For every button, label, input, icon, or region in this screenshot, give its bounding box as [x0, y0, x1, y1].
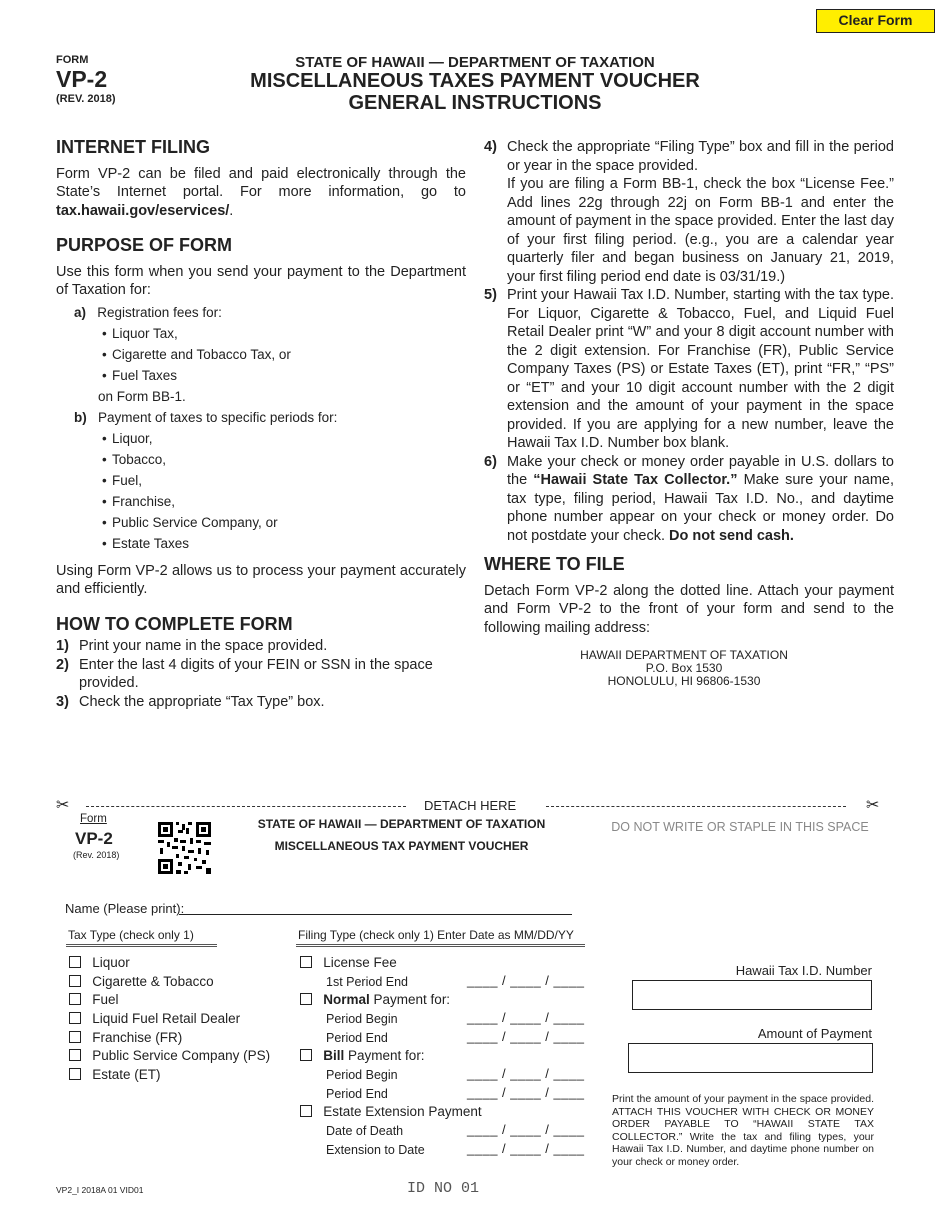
normal-period-begin-date[interactable]: ____ / ____ / ____ — [467, 1010, 585, 1025]
checkbox[interactable] — [300, 993, 312, 1005]
scissors-icon: ✂ — [56, 797, 70, 814]
name-field[interactable] — [179, 900, 572, 915]
step-4: 4) Check the appropriate “Filing Type” box and fill in the period or year in the space provided. If you are filing a Form BB-1, check the box “License Fee.” Add lines 22g through 22j on Form BB-1 and enter the amount of payment in the space provided. Enter the last day of your first filing period. (e.g., you are a calendar year quarterly filer and began business on January 21, 2019, your first filing period end date is 03/31/19.) — [484, 139, 894, 285]
bill-period-begin-label: Period Begin — [326, 1068, 398, 1082]
tax-id-input[interactable] — [632, 980, 872, 1010]
tax-type-fuel[interactable]: Fuel — [69, 992, 119, 1007]
page-subtitle: GENERAL INSTRUCTIONS — [348, 92, 602, 114]
eservices-link[interactable]: tax.hawaii.gov/eservices/ — [56, 202, 230, 219]
normal-period-begin-label: Period Begin — [326, 1012, 398, 1026]
checkbox[interactable] — [300, 1049, 312, 1061]
tax-type-heading: Tax Type (check only 1) — [66, 928, 217, 947]
filing-license-fee[interactable]: License Fee — [300, 955, 397, 970]
tax-type-liquor[interactable]: Liquor — [69, 955, 130, 970]
purpose-heading: PURPOSE OF FORM — [56, 235, 233, 255]
internet-text: Form VP-2 can be filed and paid electronically through the State’s Internet portal. For more information, go to tax.hawaii.gov/eservices/. — [56, 165, 466, 219]
filing-normal-payment[interactable]: Normal Payment for: — [300, 992, 450, 1007]
amount-input[interactable] — [628, 1043, 873, 1073]
how-step: 2) Enter the last 4 digits of your FEIN or SSN in the space provided. — [56, 656, 433, 691]
extension-to-date-label: Extension to Date — [326, 1143, 425, 1157]
form-label: FORM — [56, 54, 89, 66]
filing-bill-payment[interactable]: Bill Payment for: — [300, 1048, 425, 1063]
voucher-title: MISCELLANEOUS TAX PAYMENT VOUCHER — [274, 839, 529, 853]
list-item: • Cigarette and Tobacco Tax, or — [74, 344, 466, 365]
purpose-a-end: on Form BB-1. — [98, 388, 186, 404]
voucher-note: Print the amount of your payment in the space provided. ATTACH THIS VOUCHER WITH CHECK OR MONEY ORDER PAYABLE TO “HAWAII STATE TAX COLLECTOR.” Write the tax and filing types, your Hawaii Tax I.D. Number, and daytime phone number on your check or money order. — [612, 1093, 874, 1168]
extension-to-date-date[interactable]: ____ / ____ / ____ — [467, 1141, 585, 1156]
checkbox[interactable] — [69, 975, 81, 987]
tax-type-liquid-fuel[interactable]: Liquid Fuel Retail Dealer — [69, 1011, 240, 1026]
checkbox[interactable] — [69, 1068, 81, 1080]
step-5: 5) Print your Hawaii Tax I.D. Number, starting with the tax type. For Liquor, Cigarette & Tobacco, Fuel, and Liquid Fuel Retail Dealer print “W” and your 8 digit account number with the 2 digit extension. For Franchise (FR), Public Service Company Taxes (PS) or Estate Taxes (ET), print “FR,” “PS” or “ET” and your 10 digit account number with the 2 digit extension and the amount of your payment in the space provided. If you are applying for a new number, leave the Hawaii Tax I.D. Number box blank. — [484, 287, 894, 451]
right-column — [484, 138, 894, 688]
first-period-end-label: 1st Period End — [326, 975, 408, 989]
tax-type-franchise[interactable]: Franchise (FR) — [69, 1030, 182, 1045]
list-item: • Tobacco, — [74, 449, 466, 470]
checkbox[interactable] — [69, 1031, 81, 1043]
do-not-write-notice: DO NOT WRITE OR STAPLE IN THIS SPACE — [611, 820, 869, 834]
checkbox[interactable] — [69, 1049, 81, 1061]
list-item: • Estate Taxes — [74, 533, 466, 554]
scissors-icon: ✂ — [866, 797, 880, 814]
detach-label: DETACH HERE — [424, 798, 517, 813]
how-step: 3) Check the appropriate “Tax Type” box. — [56, 693, 325, 710]
voucher-form-number: VP-2 — [75, 829, 113, 848]
where-text: Detach Form VP-2 along the dotted line. Attach your payment and Form VP-2 to the front of your form and send to the following mailing address: — [484, 582, 894, 636]
list-item: • Liquor, — [74, 428, 466, 449]
agency-title: STATE OF HAWAII — DEPARTMENT OF TAXATION — [295, 54, 655, 71]
tax-type-cigarette[interactable]: Cigarette & Tobacco — [69, 974, 214, 989]
page-title: MISCELLANEOUS TAXES PAYMENT VOUCHER — [250, 70, 700, 92]
id-number: ID NO 01 — [407, 1180, 480, 1197]
purpose-b: b) Payment of taxes to specific periods for: — [74, 409, 338, 425]
detach-line — [56, 798, 886, 814]
list-item: • Liquor Tax, — [74, 323, 466, 344]
checkbox[interactable] — [69, 956, 81, 968]
checkbox[interactable] — [300, 1105, 312, 1117]
date-of-death-date[interactable]: ____ / ____ / ____ — [467, 1122, 585, 1137]
name-label: Name (Please print): — [65, 901, 185, 916]
voucher-agency: STATE OF HAWAII — DEPARTMENT OF TAXATION — [257, 817, 546, 831]
first-period-end-date[interactable]: ____ / ____ / ____ — [467, 973, 585, 988]
tax-id-label: Hawaii Tax I.D. Number — [735, 963, 872, 978]
how-step: 1) Print your name in the space provided. — [56, 638, 328, 654]
form-number: VP-2 — [56, 66, 108, 92]
purpose-intro: Use this form when you send your payment to the Department of Taxation for: — [56, 263, 466, 298]
mailing-address: HAWAII DEPARTMENT OF TAXATION P.O. Box 1530 HONOLULU, HI 96806-1530 — [580, 648, 788, 688]
voucher-revision: (Rev. 2018) — [73, 850, 120, 860]
form-revision: (REV. 2018) — [56, 93, 116, 105]
purpose-a: a) Registration fees for: — [74, 304, 222, 320]
checkbox[interactable] — [300, 956, 312, 968]
list-item: • Public Service Company, or — [74, 512, 466, 533]
checkbox[interactable] — [69, 1012, 81, 1024]
tax-type-estate[interactable]: Estate (ET) — [69, 1067, 161, 1082]
internet-heading: INTERNET FILING — [56, 137, 210, 157]
filing-estate-extension[interactable]: Estate Extension Payment — [300, 1104, 482, 1119]
list-item: • Franchise, — [74, 491, 466, 512]
step-6: 6) Make your check or money order payable in U.S. dollars to the “Hawaii State Tax Collector.” Make sure your name, tax type, filing period, Hawaii Tax I.D. No., and daytime phone number appear on your check or money order. Do not postdate your check. Do not send cash. — [484, 453, 895, 544]
filing-type-heading: Filing Type (check only 1) Enter Date as MM/DD/YY — [296, 928, 585, 947]
left-column — [56, 138, 466, 711]
normal-period-end-date[interactable]: ____ / ____ / ____ — [467, 1029, 585, 1044]
date-of-death-label: Date of Death — [326, 1124, 404, 1138]
how-heading: HOW TO COMPLETE FORM — [56, 613, 293, 634]
bill-period-end-date[interactable]: ____ / ____ / ____ — [467, 1085, 585, 1100]
checkbox[interactable] — [69, 993, 81, 1005]
clear-form-button[interactable]: Clear Form — [816, 9, 935, 33]
where-heading: WHERE TO FILE — [484, 554, 625, 574]
qr-code — [158, 822, 211, 874]
tax-type-public-service[interactable]: Public Service Company (PS) — [69, 1048, 270, 1063]
normal-period-end-label: Period End — [326, 1031, 388, 1045]
bill-period-begin-date[interactable]: ____ / ____ / ____ — [467, 1066, 585, 1081]
list-item: • Fuel, — [74, 470, 466, 491]
bill-period-end-label: Period End — [326, 1087, 388, 1101]
voucher-form-label: Form — [80, 813, 107, 825]
amount-label: Amount of Payment — [757, 1026, 872, 1041]
list-item: • Fuel Taxes — [74, 365, 466, 386]
footer-code: VP2_I 2018A 01 VID01 — [56, 1185, 144, 1195]
purpose-closing: Using Form VP-2 allows us to process your payment accurately and efficiently. — [56, 562, 466, 597]
